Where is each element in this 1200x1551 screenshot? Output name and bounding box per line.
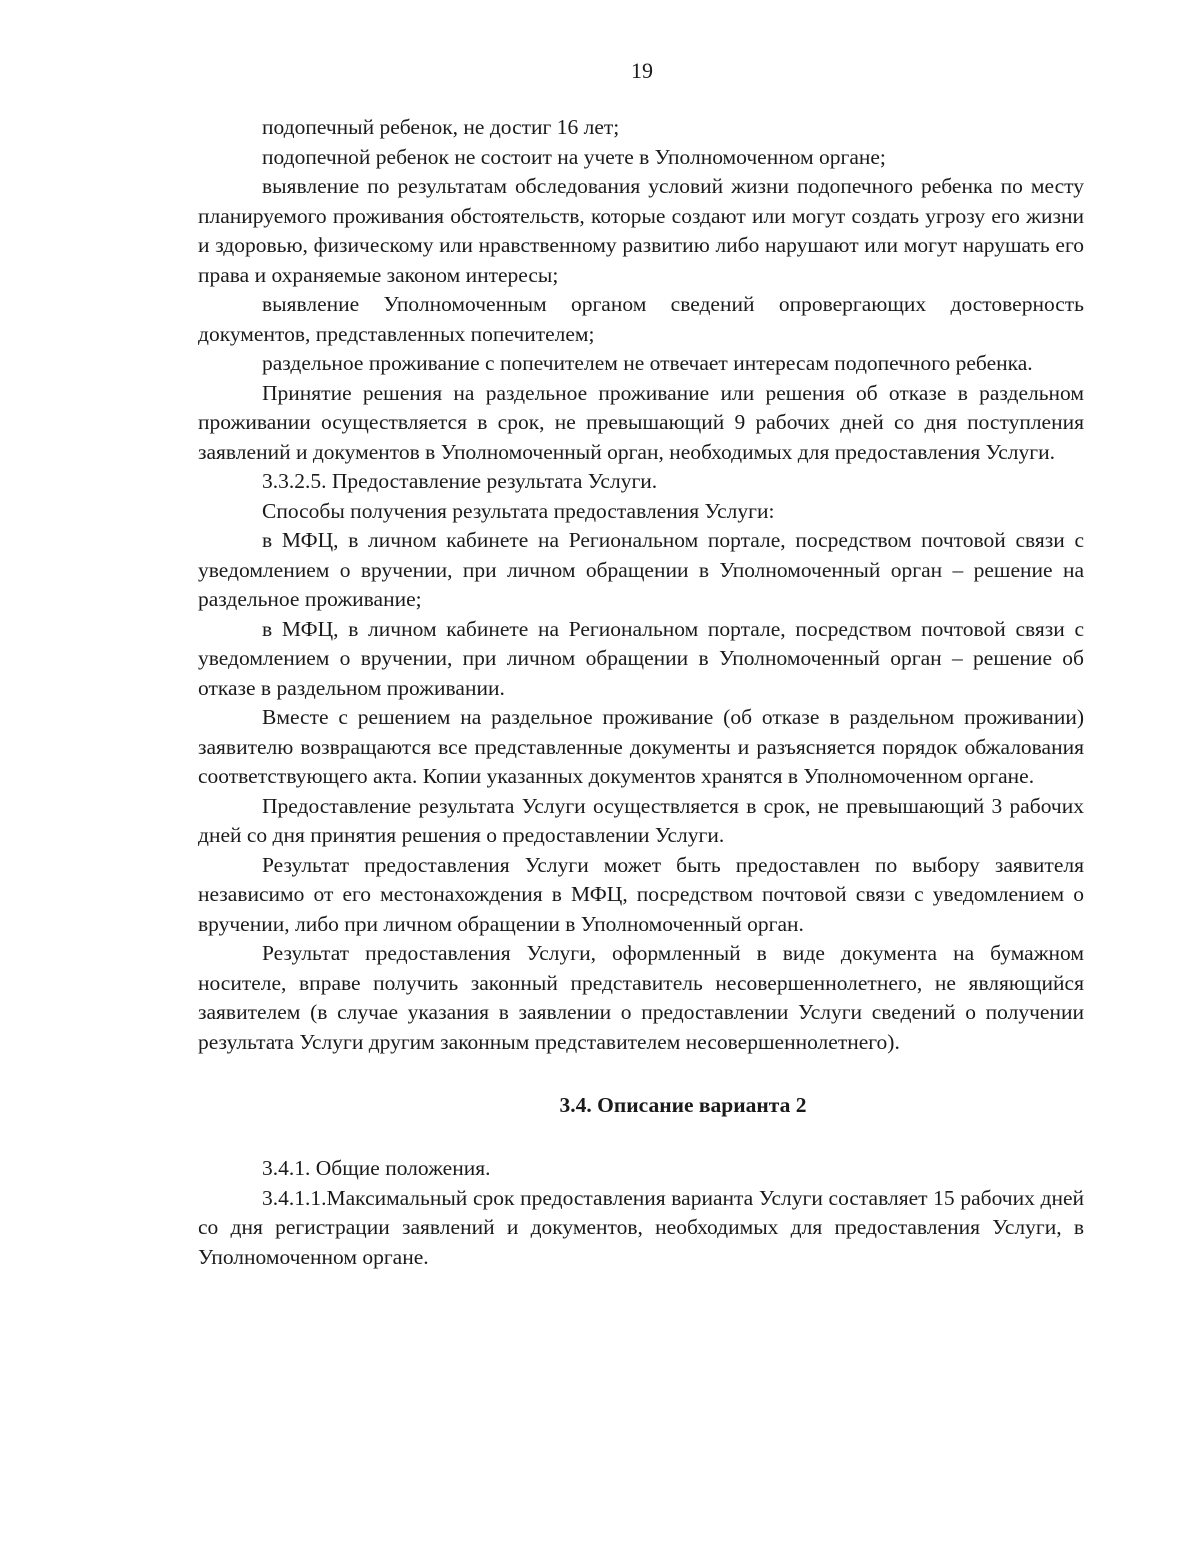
paragraph: Способы получения результата предоставления Услуги: bbox=[262, 498, 775, 523]
paragraph: подопечный ребенок, не достиг 16 лет; bbox=[262, 115, 620, 139]
paragraph: 3.3.2.5. Предоставление результата Услуги. bbox=[262, 469, 658, 493]
paragraph: Принятие решения на раздельное проживание или решения об отказе в раздельном проживании осуществляется в срок, не превышающий 9 рабочих дней со дня поступления заявлений и документов в Уполномоченный орган, необходимых для предоставления Услуги. bbox=[198, 380, 1084, 464]
document-body bbox=[198, 113, 1084, 1272]
paragraph: выявление по результатам обследования условий жизни подопечного ребенка по месту планируемого проживания обстоятельств, которые создают или могут создать угрозу его жизни и здоровью, физическому или нравственному развитию либо нарушают или могут нарушать его права и охраняемые законом интересы; bbox=[198, 174, 1084, 287]
paragraph: Результат предоставления Услуги, оформленный в виде документа на бумажном носителе, вправе получить законный представитель несовершеннолетнего, не являющийся заявителем (в случае указания в заявлении о предоставлении Услуги сведений о получении результата Услуги другим законным представителем несовершеннолетнего). bbox=[198, 941, 1084, 1054]
paragraph: 3.4.1.1.Максимальный срок предоставления варианта Услуги составляет 15 рабочих дней со дня регистрации заявлений и документов, необходимых для предоставления Услуги, в Уполномоченном органе. bbox=[198, 1185, 1084, 1269]
paragraph: в МФЦ, в личном кабинете на Региональном портале, посредством почтовой связи с уведомлением о вручении, при личном обращении в Уполномоченный орган – решение на раздельное проживание; bbox=[198, 528, 1084, 611]
section-heading: 3.4. Описание варианта 2 bbox=[559, 1093, 807, 1117]
paragraph: Результат предоставления Услуги может быть предоставлен по выбору заявителя независимо от его местонахождения в МФЦ, посредством почтовой связи с уведомлением о вручении, либо при личном обращении в Уполномоченный орган. bbox=[198, 852, 1084, 936]
paragraph: раздельное проживание с попечителем не отвечает интересам подопечного ребенка. bbox=[262, 351, 1033, 375]
page-number: 19 bbox=[631, 58, 653, 83]
paragraph: Предоставление результата Услуги осуществляется в срок, не превышающий 3 рабочих дней со дня принятия решения о предоставлении Услуги. bbox=[198, 793, 1084, 847]
paragraph: 3.4.1. Общие положения. bbox=[262, 1156, 491, 1180]
paragraph: выявление Уполномоченным органом сведений опровергающих достоверность документов, представленных попечителем; bbox=[198, 292, 1084, 346]
paragraph: Вместе с решением на раздельное проживание (об отказе в раздельном проживании) заявителю возвращаются все представленные документы и разъясняется порядок обжалования соответствующего акта. Копии указанных документов хранятся в Уполномоченном органе. bbox=[198, 705, 1084, 788]
paragraph: подопечной ребенок не состоит на учете в Уполномоченном органе; bbox=[262, 144, 886, 169]
paragraph: в МФЦ, в личном кабинете на Региональном портале, посредством почтовой связи с уведомлением о вручении, при личном обращении в Уполномоченный орган – решение об отказе в раздельном проживании. bbox=[198, 616, 1084, 700]
